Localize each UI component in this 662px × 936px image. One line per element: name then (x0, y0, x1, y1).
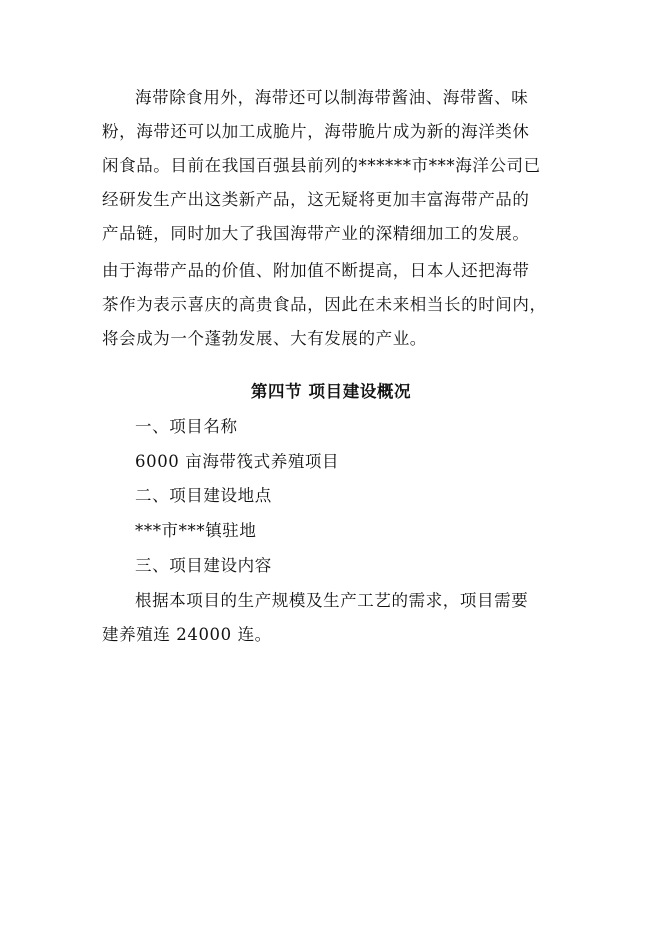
paragraph-line: 由于海带产品的价值、附加值不断提高，日本人还把海带 (102, 261, 530, 280)
section-heading: 第四节 项目建设概况 (250, 382, 412, 401)
paragraph-line: 粉，海带还可以加工成脆片，海带脆片成为新的海洋类休 (102, 122, 530, 141)
paragraph-line: 经研发生产出这类新产品，这无疑将更加丰富海带产品的 (102, 190, 530, 209)
item-paragraph-line: 建养殖连 24000 连。 (102, 625, 272, 644)
paragraph-line: 产品链，同时加大了我国海带产业的深精细加工的发展。 (102, 224, 530, 243)
paragraph-line: 海带除食用外，海带还可以制海带酱油、海带酱、味 (135, 88, 529, 107)
paragraph-line: 将会成为一个蓬勃发展、大有发展的产业。 (102, 329, 427, 348)
item-label: 三、项目建设内容 (135, 556, 272, 575)
item-label: 一、项目名称 (135, 417, 238, 436)
paragraph-line: 闲食品。目前在我国百强县前列的******市***海洋公司已 (102, 156, 541, 175)
item-label: 二、项目建设地点 (135, 486, 272, 505)
item-value: 6000 亩海带筏式养殖项目 (135, 452, 340, 471)
item-value: ***市***镇驻地 (135, 521, 257, 540)
paragraph-line: 茶作为表示喜庆的高贵食品，因此在未来相当长的时间内， (102, 295, 547, 314)
item-paragraph-line: 根据本项目的生产规模及生产工艺的需求，项目需要 (135, 591, 529, 610)
